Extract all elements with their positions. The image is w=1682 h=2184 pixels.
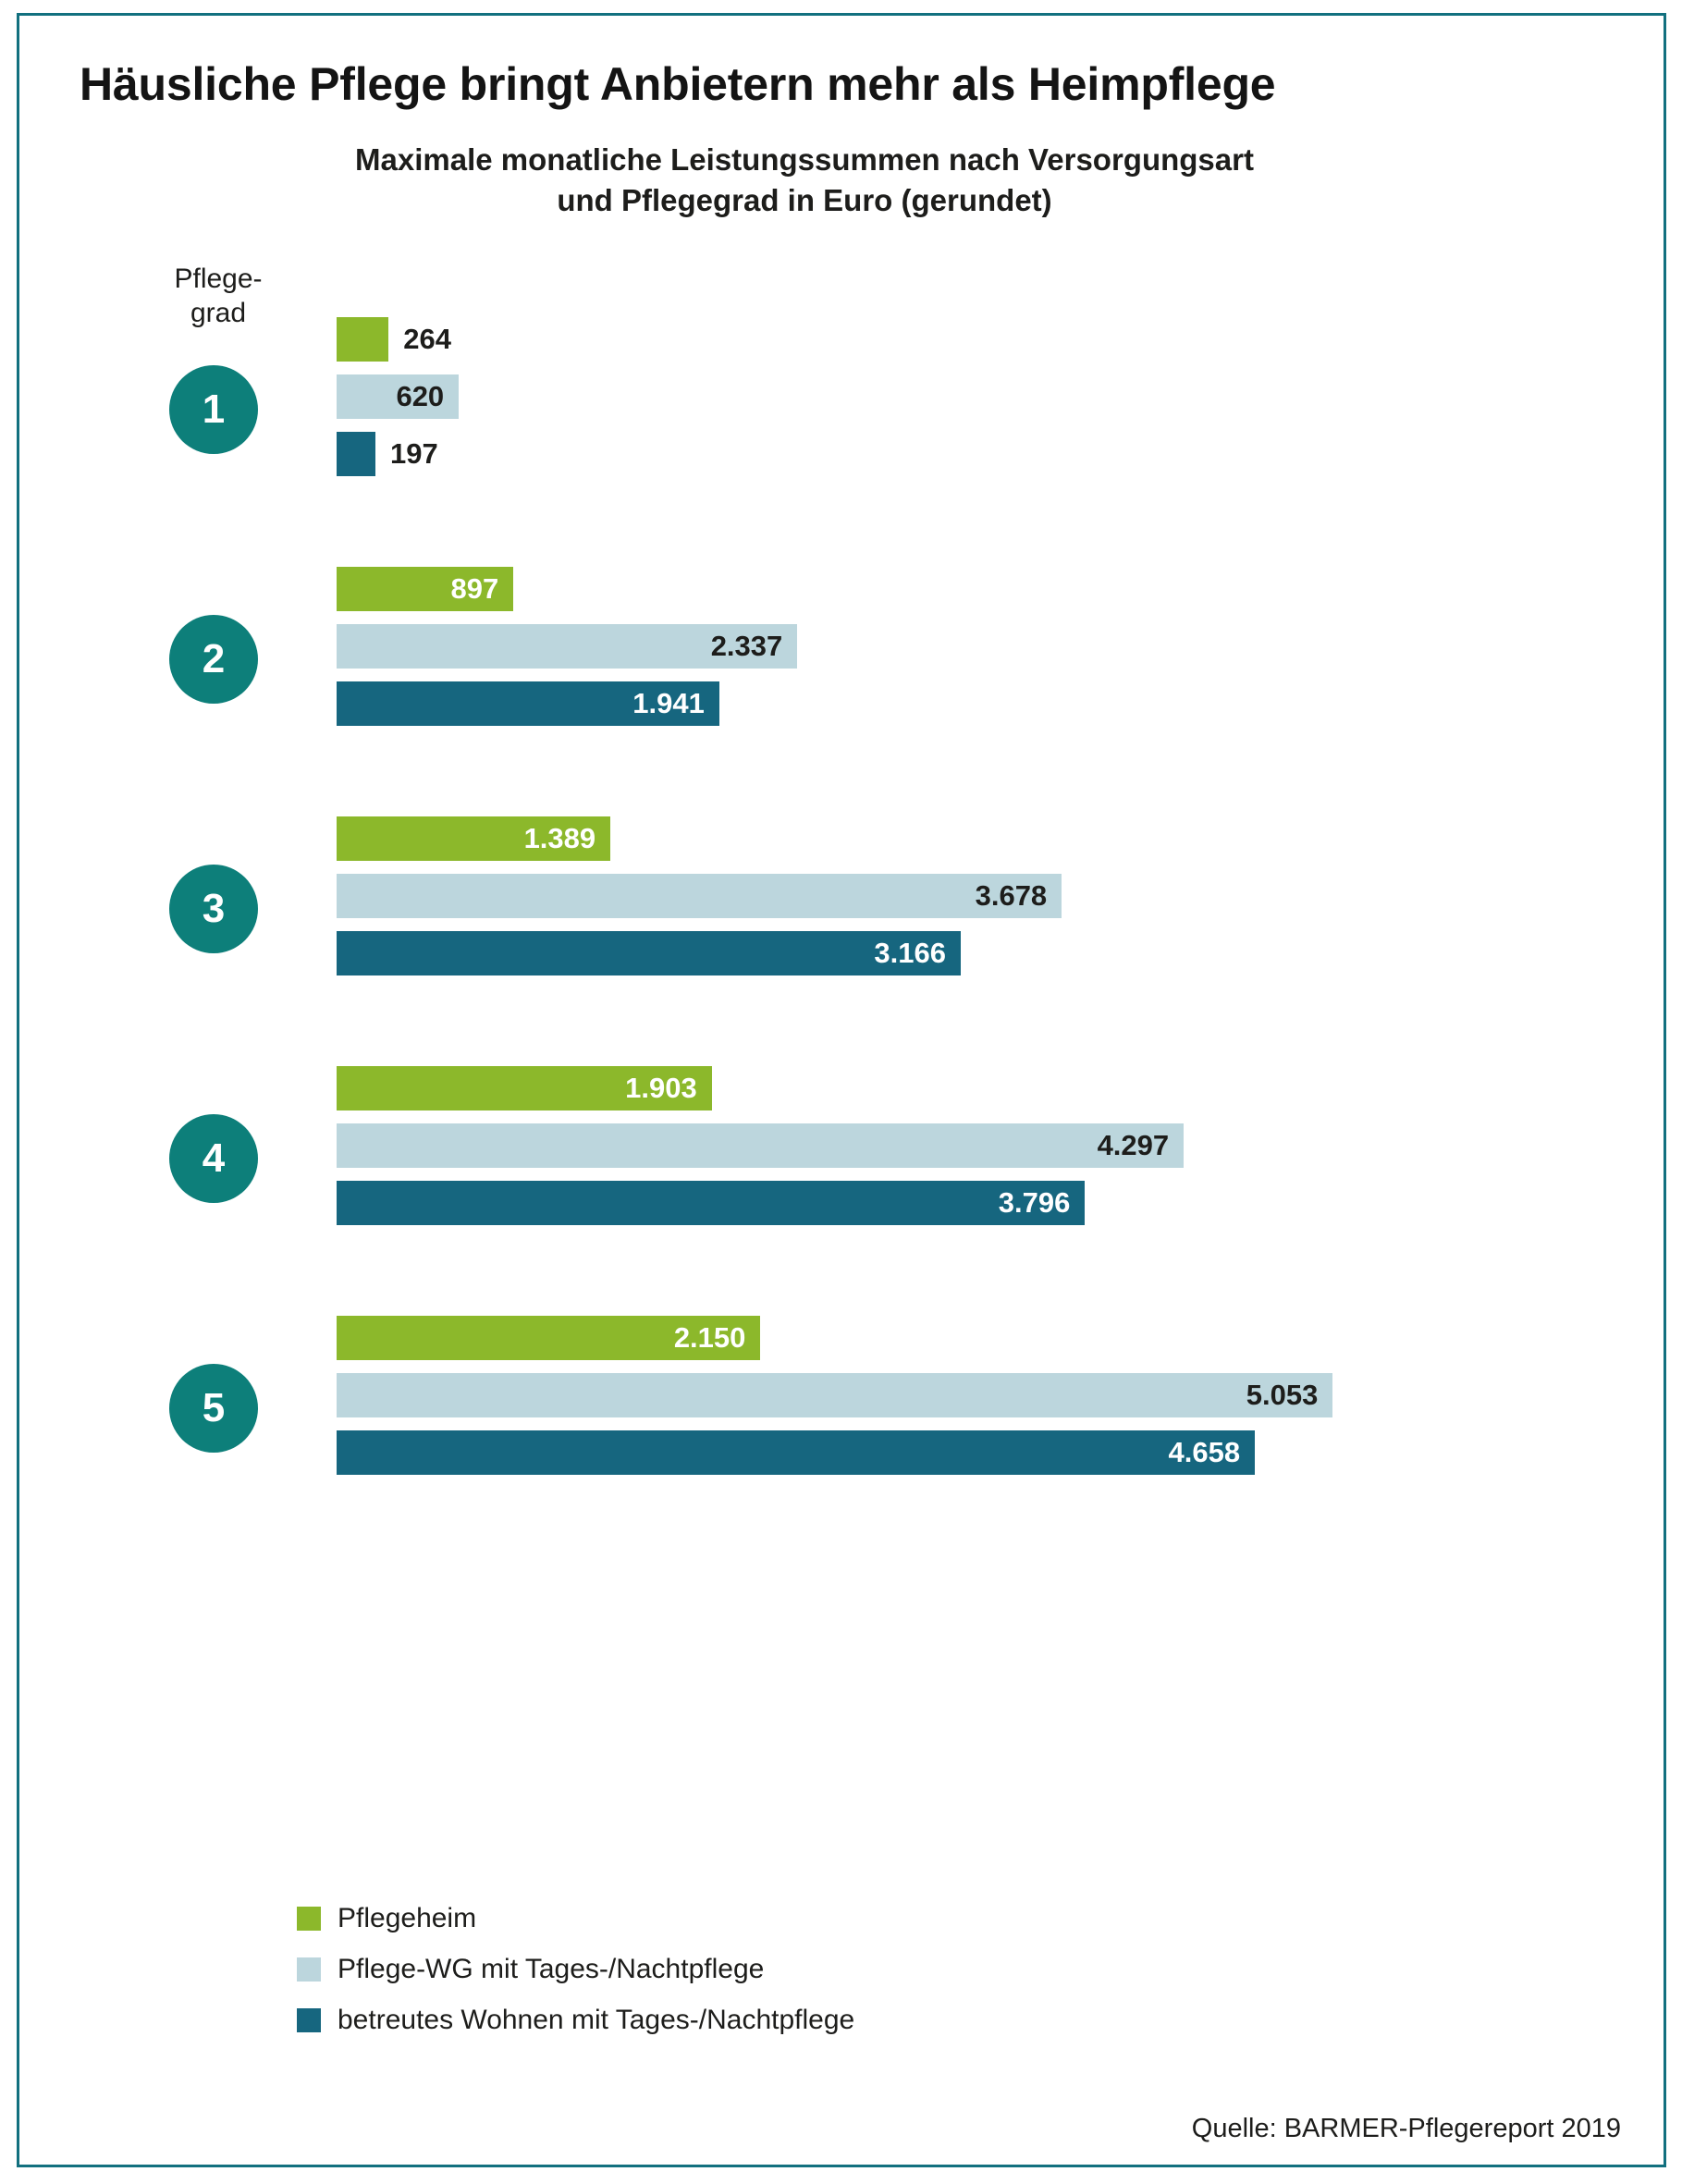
bar-value-label: 5.053 (1246, 1378, 1319, 1411)
bar-row (337, 432, 1615, 476)
bar-set (337, 1066, 1615, 1238)
legend-item (297, 1903, 854, 1934)
pflegegrad-badge: 2 (169, 615, 258, 704)
bar-row (337, 624, 1615, 669)
source-note: Quelle: BARMER-Pflegereport 2019 (1191, 2114, 1621, 2143)
bar-row (337, 681, 1615, 726)
bar-row (337, 874, 1615, 918)
bar-row (337, 374, 1615, 419)
bar-value-label: 4.658 (1168, 1435, 1241, 1468)
bar-row (337, 1430, 1615, 1475)
bar-group (68, 1316, 1615, 1501)
bar-value-label: 3.166 (874, 936, 946, 969)
bar-row (337, 931, 1615, 975)
bar (337, 317, 388, 362)
pflegegrad-badge: 1 (169, 365, 258, 454)
bar-value-label: 264 (403, 322, 452, 355)
bar-value-label: 620 (396, 379, 445, 412)
bar (337, 1373, 1332, 1417)
bar-value-label: 1.903 (625, 1071, 697, 1104)
pflegegrad-badge: 3 (169, 865, 258, 953)
bar-value-label: 4.297 (1097, 1128, 1170, 1161)
chart-legend (297, 1903, 854, 2055)
legend-label: betreutes Wohnen mit Tages-/Nachtpflege (338, 2005, 855, 2035)
bar-value-label: 197 (390, 436, 438, 470)
bar-row (337, 317, 1615, 362)
pflegegrad-badge: 4 (169, 1114, 258, 1203)
bar-row (337, 1316, 1615, 1360)
bar-group (68, 317, 1615, 502)
subtitle-line-2: und Pflegegrad in Euro (gerundet) (557, 182, 1052, 217)
bar (337, 1430, 1255, 1475)
bar-chart (68, 262, 1615, 1778)
bar-value-label: 2.337 (710, 629, 783, 662)
bar-value-label: 897 (450, 571, 499, 605)
bar-set (337, 567, 1615, 739)
bar-row (337, 1181, 1615, 1225)
chart-frame (17, 13, 1666, 2167)
legend-item (297, 2005, 854, 2036)
bar (337, 1123, 1184, 1168)
legend-swatch (297, 1957, 321, 1982)
bar-row (337, 816, 1615, 861)
bar-value-label: 1.389 (523, 821, 596, 854)
bar-group (68, 816, 1615, 1001)
bar-row (337, 567, 1615, 611)
bar (337, 1181, 1085, 1225)
bar-group (68, 567, 1615, 752)
legend-label: Pflege-WG mit Tages-/Nachtpflege (338, 1954, 765, 1984)
bar (337, 432, 375, 476)
legend-swatch (297, 1907, 321, 1931)
axis-label-line-1: Pflege- (174, 263, 263, 294)
legend-swatch (297, 2008, 321, 2032)
bar-value-label: 3.678 (975, 878, 1048, 912)
bar-value-label: 3.796 (998, 1185, 1071, 1219)
pflegegrad-badge: 5 (169, 1364, 258, 1453)
bar-set (337, 816, 1615, 988)
bar-value-label: 1.941 (632, 686, 705, 719)
bar-set (337, 317, 1615, 489)
bar-row (337, 1123, 1615, 1168)
subtitle-line-1: Maximale monatliche Leistungssummen nach Versorgungsart (355, 142, 1254, 177)
bar-row (337, 1373, 1615, 1417)
axis-label-line-2: grad (190, 298, 247, 329)
legend-label: Pflegeheim (338, 1903, 477, 1933)
bar-value-label: 2.150 (673, 1320, 746, 1354)
page-title: Häusliche Pflege bringt Anbietern mehr als Heimpflege (80, 58, 1276, 110)
chart-subtitle (68, 140, 1615, 221)
bar-row (337, 1066, 1615, 1110)
legend-item (297, 1954, 854, 1985)
bar-set (337, 1316, 1615, 1488)
bar-group (68, 1066, 1615, 1251)
